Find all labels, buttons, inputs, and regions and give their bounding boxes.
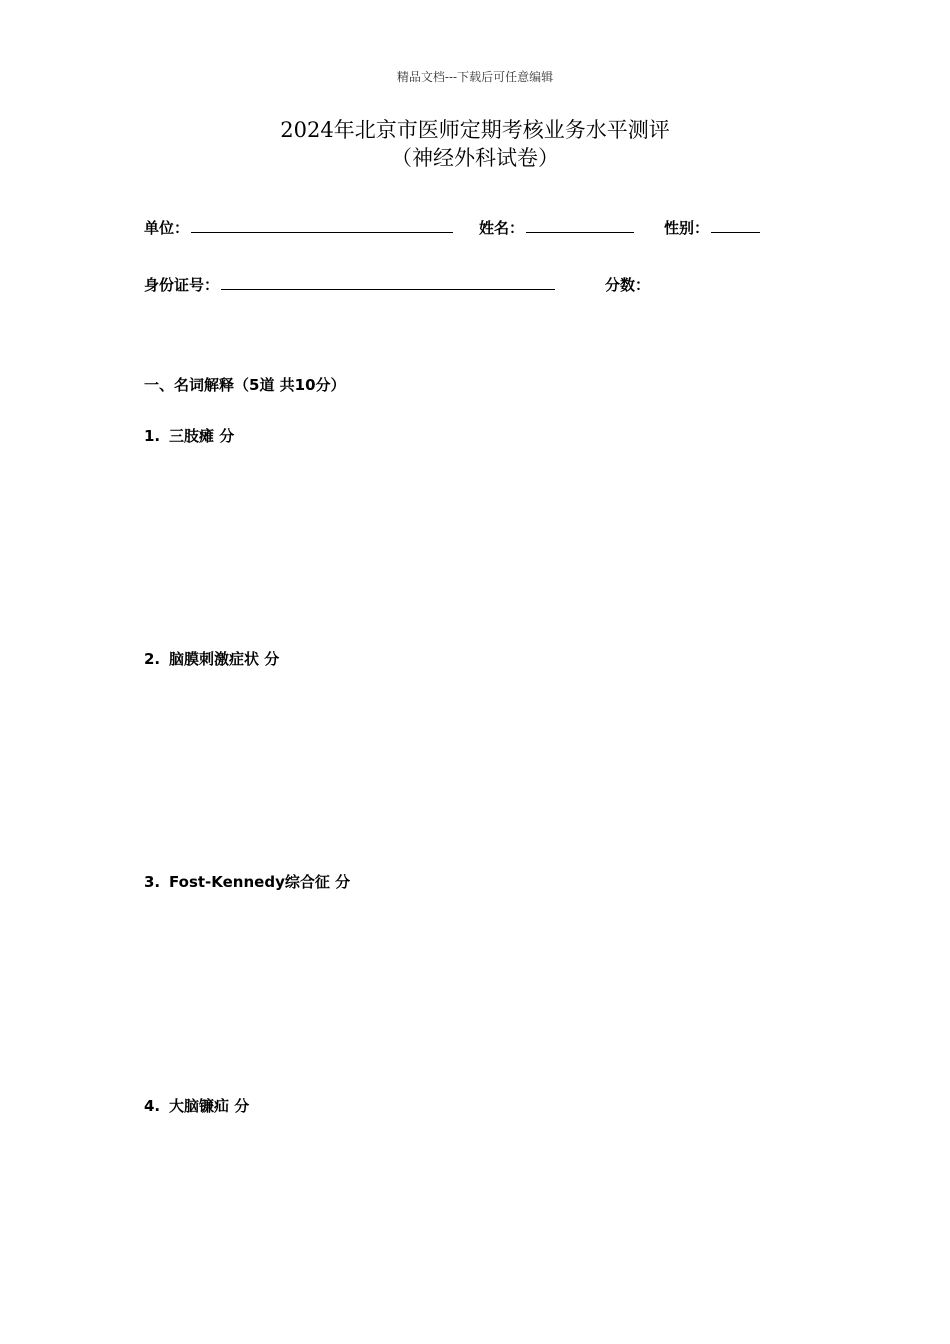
exam-title: 2024年北京市医师定期考核业务水平测评 <box>280 118 670 142</box>
gender-field <box>664 218 760 238</box>
question-number: 1. <box>144 427 161 445</box>
unit-field <box>144 218 453 238</box>
gender-label: 性别： <box>664 219 710 237</box>
question-text: 大脑镰疝 分 <box>169 1097 250 1115</box>
question-text: 脑膜刺激症状 分 <box>169 650 280 668</box>
question-item <box>144 426 234 446</box>
id-blank[interactable] <box>221 275 555 290</box>
name-label: 姓名： <box>479 219 525 237</box>
exam-subtitle: （神经外科试卷） <box>391 146 559 170</box>
name-blank[interactable] <box>526 218 634 233</box>
question-item <box>144 649 279 669</box>
question-number: 2. <box>144 650 161 668</box>
question-item <box>144 872 350 892</box>
id-label: 身份证号： <box>144 276 220 294</box>
watermark-text: 精品文档---下载后可任意编辑 <box>396 70 554 84</box>
unit-blank[interactable] <box>191 218 453 233</box>
score-label: 分数： <box>605 276 651 294</box>
unit-label: 单位： <box>144 219 190 237</box>
question-number: 3. <box>144 873 161 891</box>
question-item <box>144 1096 249 1116</box>
section-heading: 一、名词解释（5道 共10分） <box>144 376 346 394</box>
name-field <box>479 218 634 238</box>
id-field <box>144 275 555 295</box>
question-number: 4. <box>144 1097 161 1115</box>
question-text: Fost-Kennedy综合征 分 <box>169 873 351 891</box>
question-text: 三肢瘫 分 <box>169 427 235 445</box>
score-field <box>605 275 650 295</box>
gender-blank[interactable] <box>711 218 760 233</box>
